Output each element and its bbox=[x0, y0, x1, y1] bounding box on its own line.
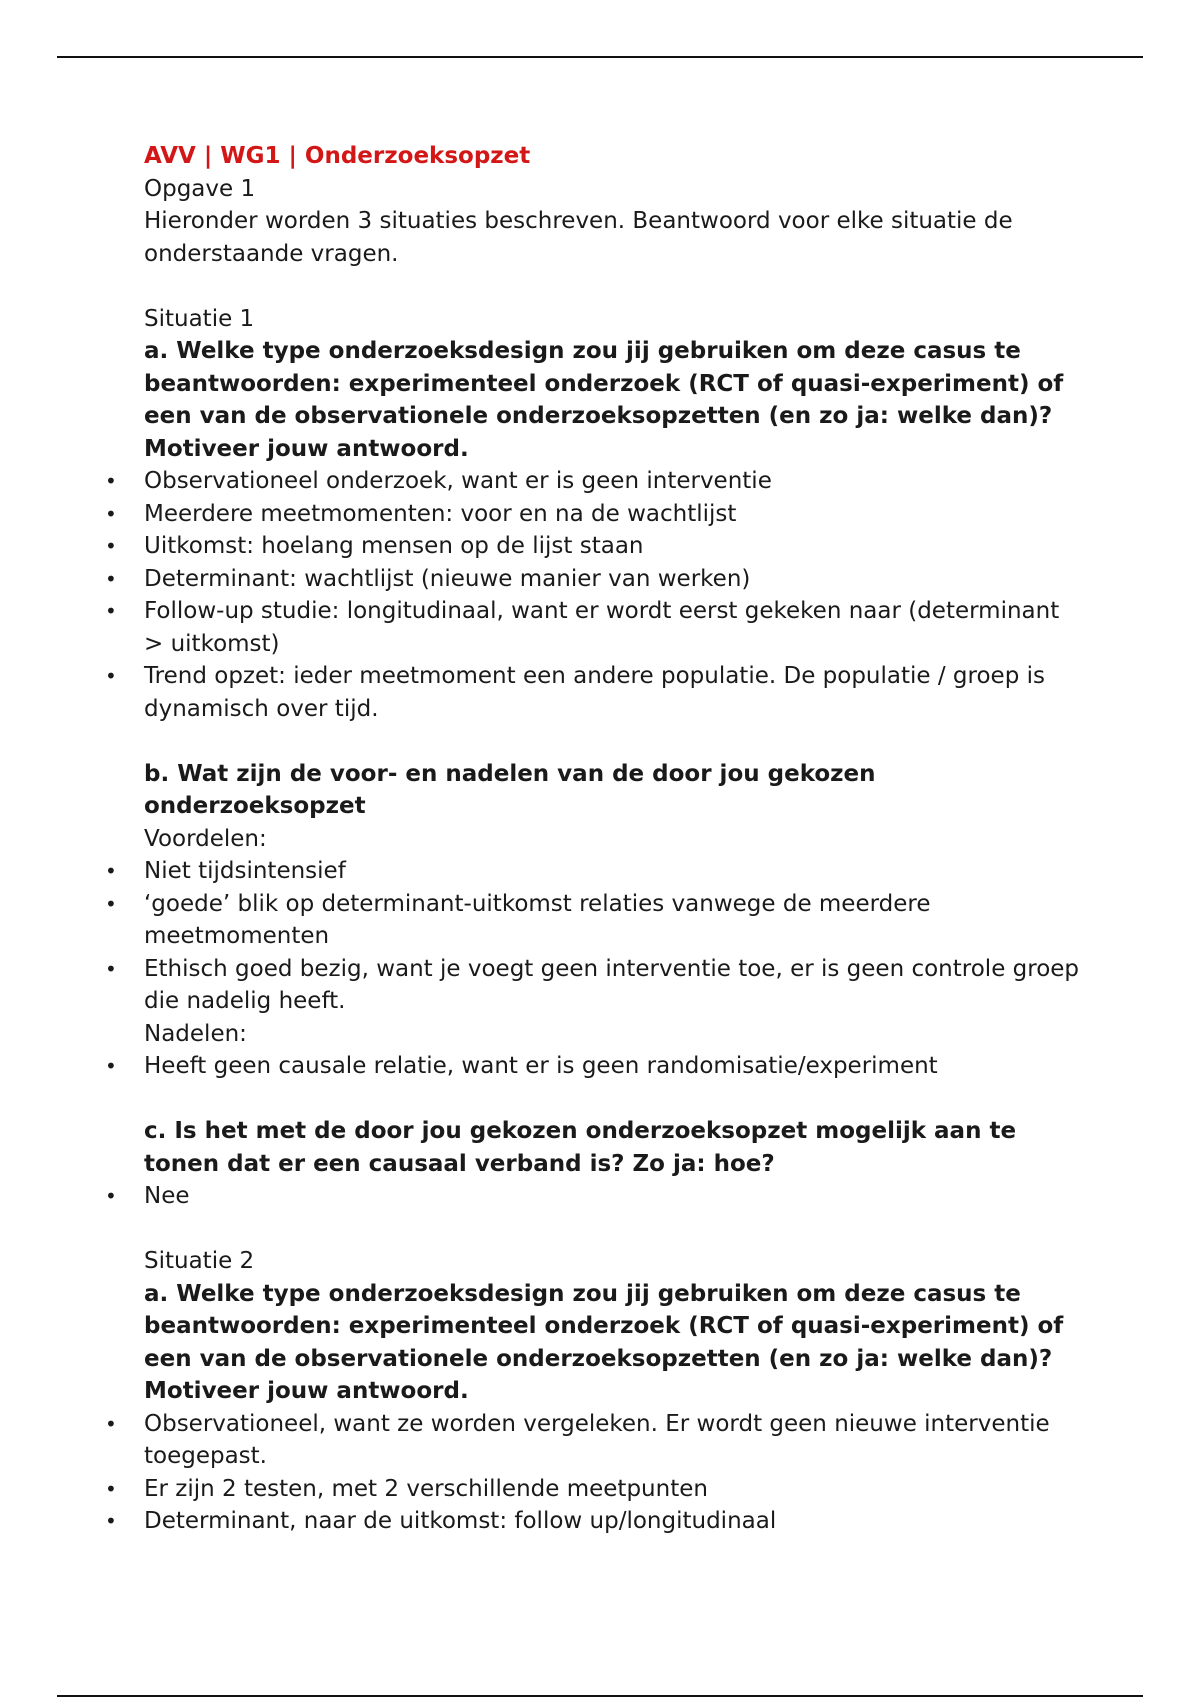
voordelen-label: Voordelen: bbox=[144, 825, 267, 852]
intro-text: Hieronder worden 3 situaties beschreven. Beantwoord voor elke situatie de onderstaande vragen. bbox=[144, 208, 1013, 267]
list-item: • Er zijn 2 testen, met 2 verschillende meetpunten bbox=[144, 1473, 1084, 1506]
situatie-2-label: Situatie 2 bbox=[144, 1248, 255, 1274]
list-item: • Observationeel, want ze worden vergeleken. Er wordt geen nieuwe interventie toegepast. bbox=[144, 1408, 1084, 1473]
situatie-1-answer-a-list bbox=[144, 465, 1084, 725]
situatie-1-label: Situatie 1 bbox=[144, 305, 255, 332]
list-item: • Observationeel onderzoek, want er is geen interventie bbox=[144, 465, 1084, 498]
nadelen-list bbox=[144, 1050, 1084, 1083]
situatie-1-answer-c-list bbox=[144, 1180, 1084, 1213]
voordelen-list bbox=[144, 855, 1084, 1018]
list-item: • Niet tijdsintensief bbox=[144, 855, 1084, 888]
nadelen-label: Nadelen: bbox=[144, 1020, 247, 1047]
list-item: • ‘goede’ blik op determinant-uitkomst relaties vanwege de meerdere meetmomenten bbox=[144, 888, 1084, 953]
situatie-2-question-a: a. Welke type onderzoeksdesign zou jij gebruiken om deze casus te beantwoorden: experimenteel onderzoek (RCT of quasi-experiment) of een van de observationele onderzoeksopzetten (en zo ja: welke dan)? Motiveer jouw antwoord. bbox=[144, 1280, 1064, 1404]
list-item: • Uitkomst: hoelang mensen op de lijst staan bbox=[144, 530, 1084, 563]
situatie-2-answer-a-list bbox=[144, 1408, 1084, 1538]
list-item: • Determinant: wachtlijst (nieuwe manier van werken) bbox=[144, 563, 1084, 596]
document-body bbox=[144, 140, 1084, 1538]
list-item: • Heeft geen causale relatie, want er is geen randomisatie/experiment bbox=[144, 1050, 1084, 1083]
list-item: • Ethisch goed bezig, want je voegt geen interventie toe, er is geen controle groep die nadelig heeft. bbox=[144, 953, 1084, 1018]
opgave-heading: Opgave 1 bbox=[144, 175, 256, 202]
situatie-1-question-a: a. Welke type onderzoeksdesign zou jij gebruiken om deze casus te beantwoorden: experimenteel onderzoek (RCT of quasi-experiment) of een van de observationele onderzoeksopzetten (en zo ja: welke dan)? Motiveer jouw antwoord. bbox=[144, 338, 1064, 462]
list-item: • Trend opzet: ieder meetmoment een andere populatie. De populatie / groep is dynamisch over tijd. bbox=[144, 660, 1084, 725]
situatie-1-question-b: b. Wat zijn de voor- en nadelen van de door jou gekozen onderzoeksopzet bbox=[144, 760, 876, 819]
list-item: • Nee bbox=[144, 1180, 1084, 1213]
top-rule bbox=[57, 56, 1143, 58]
bottom-rule bbox=[57, 1695, 1143, 1697]
document-title: AVV | WG1 | Onderzoeksopzet bbox=[144, 143, 531, 169]
list-item: • Determinant, naar de uitkomst: follow up/longitudinaal bbox=[144, 1505, 1084, 1538]
situatie-1-question-c: c. Is het met de door jou gekozen onderzoeksopzet mogelijk aan te tonen dat er een causaal verband is? Zo ja: hoe? bbox=[144, 1118, 1017, 1177]
list-item: • Follow-up studie: longitudinaal, want er wordt eerst gekeken naar (determinant > uitkomst) bbox=[144, 595, 1084, 660]
list-item: • Meerdere meetmomenten: voor en na de wachtlijst bbox=[144, 498, 1084, 531]
